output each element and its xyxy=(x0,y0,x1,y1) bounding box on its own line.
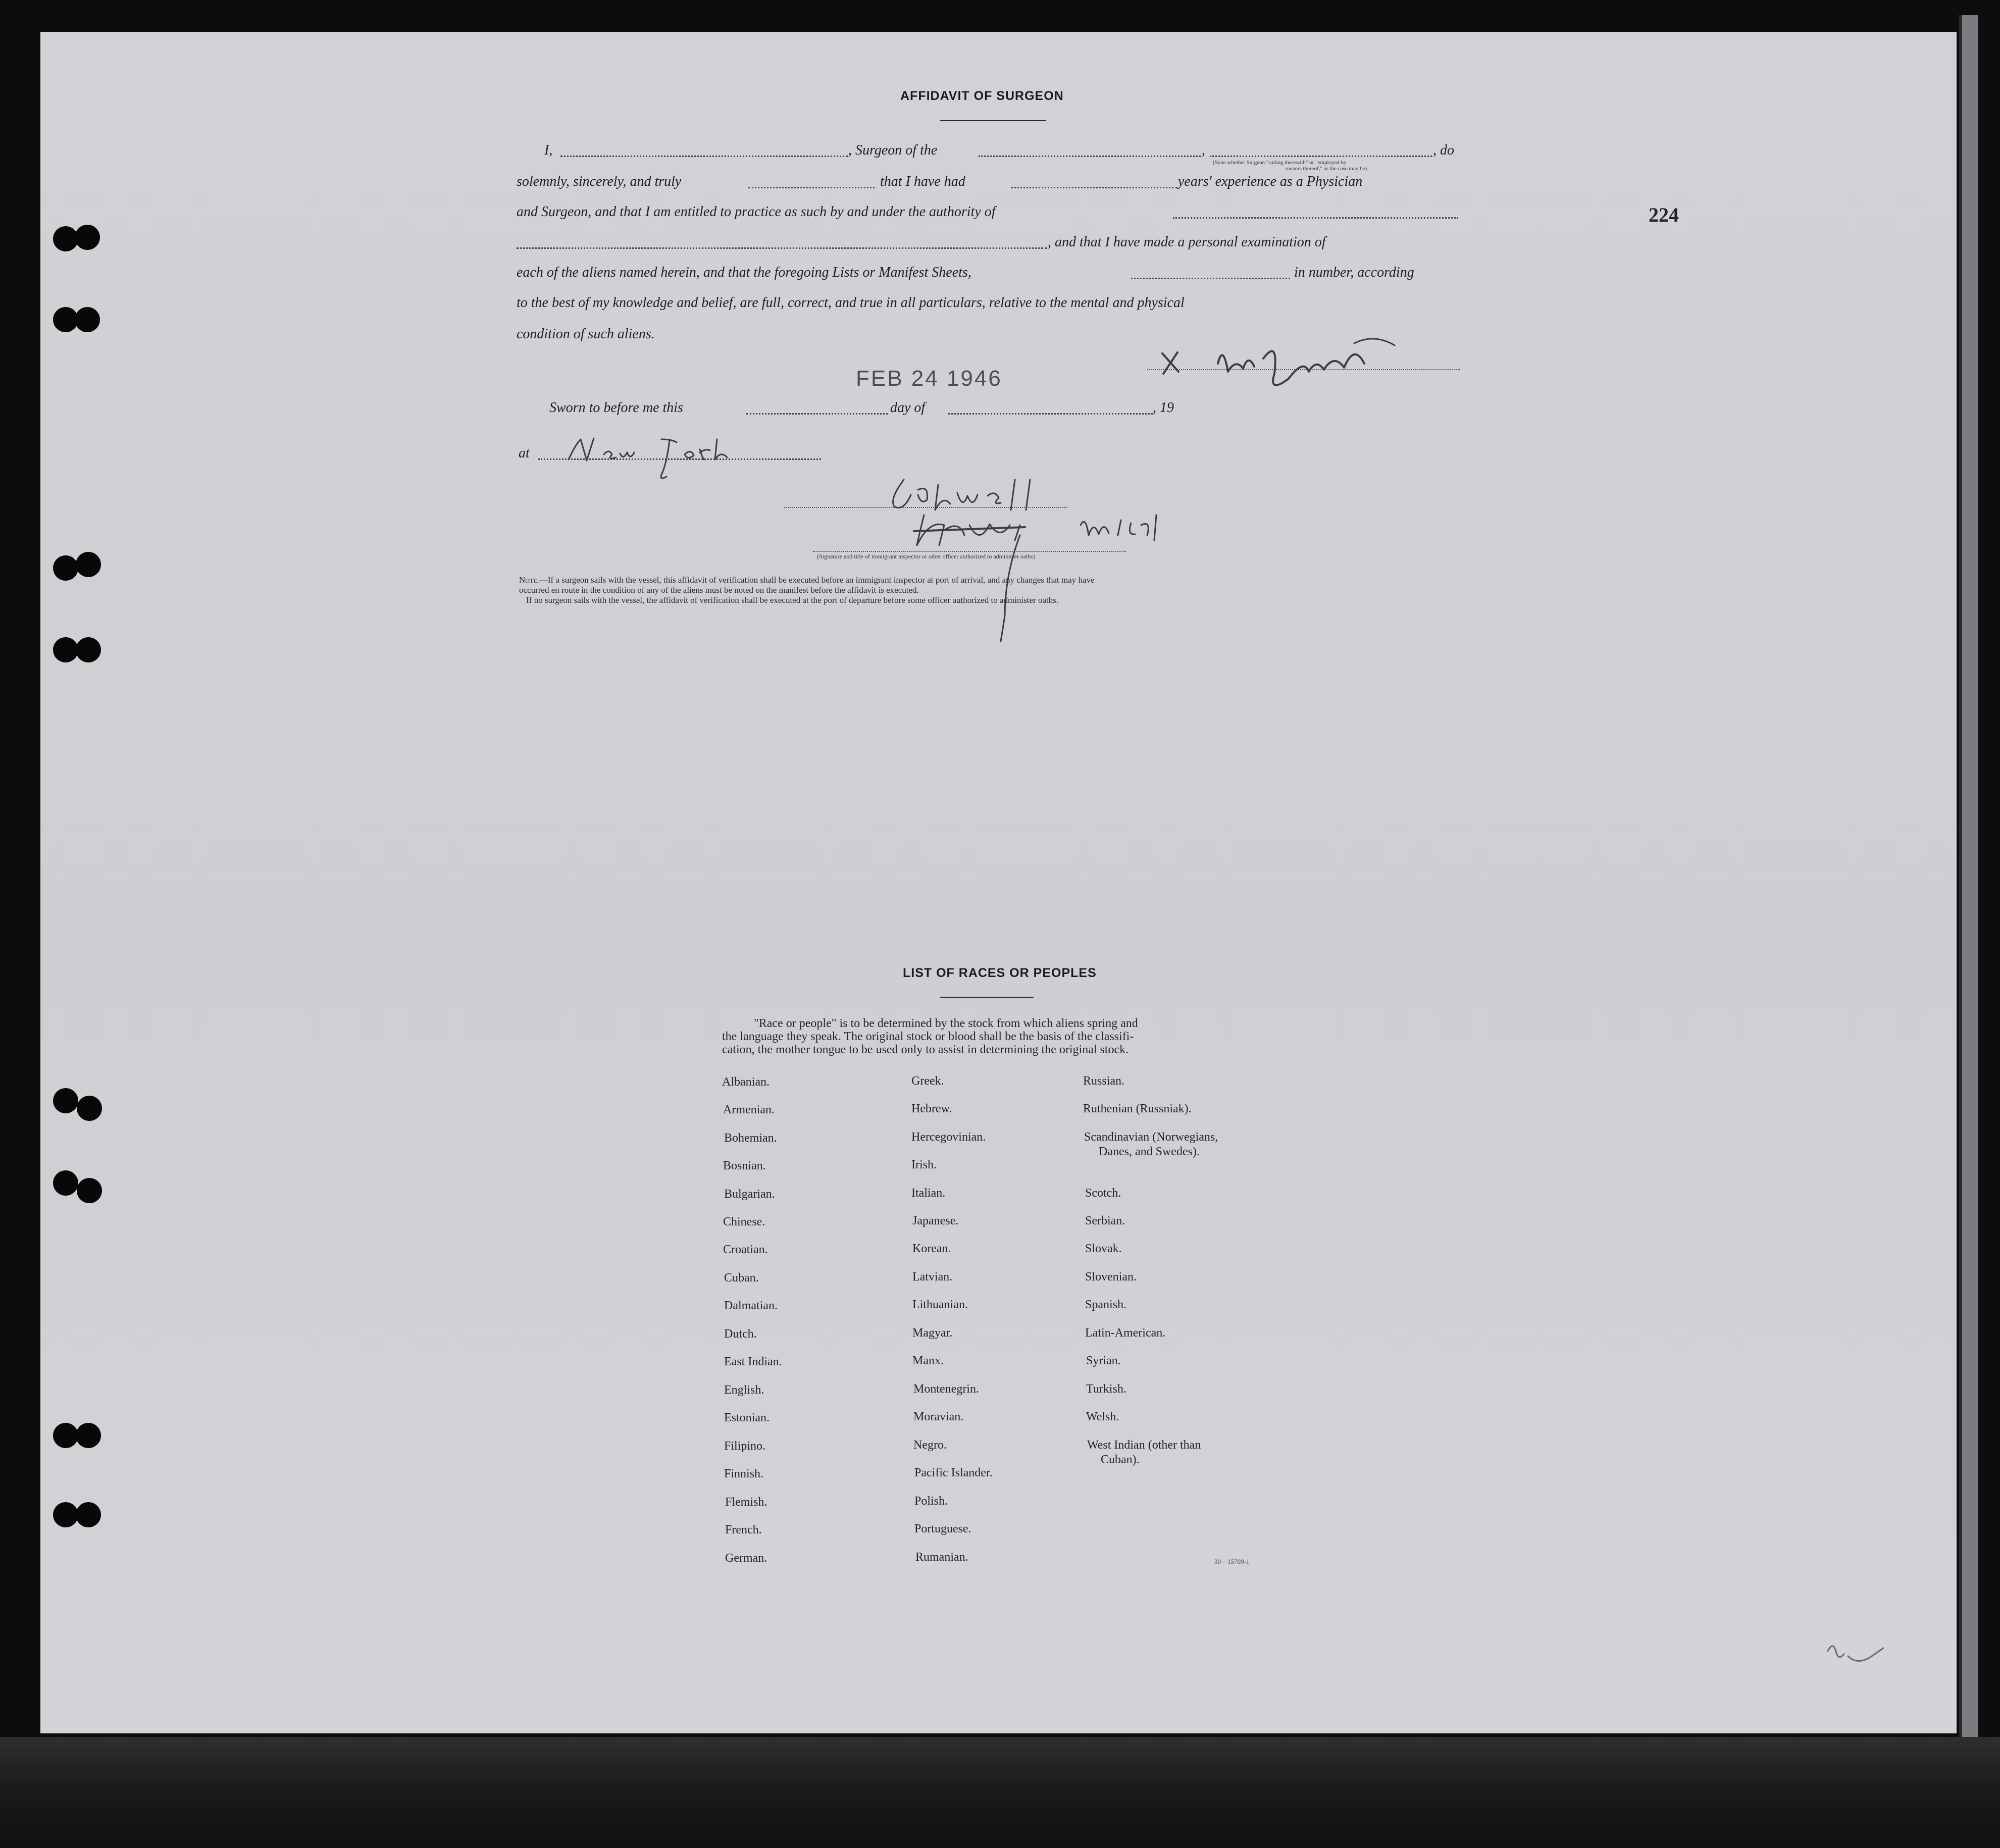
punch-hole xyxy=(76,1502,101,1527)
race-item: Spanish. xyxy=(1085,1298,1127,1311)
sworn-day-blank xyxy=(746,413,888,415)
punch-hole xyxy=(77,1096,102,1121)
title-underline xyxy=(940,120,1046,121)
races-description: cation, the mother tongue to be used only to assist in determining the original stock. xyxy=(722,1043,1129,1056)
surgeon-signature xyxy=(1142,323,1405,399)
note-label: Note. xyxy=(519,575,539,585)
race-item: Dutch. xyxy=(724,1327,757,1341)
race-item: Latin-American. xyxy=(1085,1326,1166,1340)
race-item: Bohemian. xyxy=(724,1132,777,1145)
race-item: Japanese. xyxy=(912,1214,959,1227)
punch-hole xyxy=(53,1170,78,1196)
punch-hole xyxy=(53,1088,78,1113)
race-item: Cuban. xyxy=(724,1271,759,1285)
race-item: Filipino. xyxy=(724,1440,766,1453)
vessel-blank xyxy=(979,156,1201,157)
authority-blank-continued xyxy=(517,247,1047,249)
race-item: Manx. xyxy=(912,1354,944,1367)
punch-hole xyxy=(53,1502,78,1527)
race-item: Cuban). xyxy=(1101,1453,1140,1466)
race-item: Slovak. xyxy=(1085,1242,1122,1255)
punch-hole xyxy=(77,1178,102,1203)
sworn-text: Sworn to before me this xyxy=(549,400,683,416)
race-item: English. xyxy=(724,1383,764,1397)
signature-caption: (Signature and title of immigrant inspector or other officer authorized to administer oaths) xyxy=(817,553,1036,560)
race-item: Magyar. xyxy=(912,1326,953,1340)
affidavit-text: , xyxy=(1202,142,1205,158)
race-item: Greek. xyxy=(911,1074,944,1088)
race-item: Turkish. xyxy=(1086,1382,1126,1396)
race-item: Danes, and Swedes). xyxy=(1099,1145,1200,1158)
sworn-text: , 19 xyxy=(1153,400,1174,416)
race-item: Pacific Islander. xyxy=(914,1466,993,1479)
affidavit-text: , do xyxy=(1433,142,1454,158)
race-item: Estonian. xyxy=(724,1411,770,1424)
note-line: If no surgeon sails with the vessel, the affidavit of verification shall be executed at the port of departure before some officer authorized to administer oaths. xyxy=(526,595,1059,605)
affidavit-note xyxy=(519,576,1095,585)
affidavit-text: I, xyxy=(544,142,553,158)
affidavit-text: that I have had xyxy=(880,174,965,189)
surgeon-name-blank xyxy=(560,156,848,157)
page-number: 224 xyxy=(1649,203,1679,226)
punch-hole xyxy=(75,307,100,332)
race-item: Hercegovinian. xyxy=(911,1131,986,1144)
race-item: Scotch. xyxy=(1085,1187,1121,1200)
pencil-mark xyxy=(1818,1636,1893,1676)
race-item: Polish. xyxy=(914,1495,948,1508)
races-title: LIST OF RACES OR PEOPLES xyxy=(903,966,1097,980)
affidavit-text: condition of such aliens. xyxy=(517,326,655,342)
race-item: Korean. xyxy=(912,1242,951,1255)
affidavit-text: each of the aliens named herein, and that the foregoing Lists or Manifest Sheets, xyxy=(517,265,971,280)
oath-blank xyxy=(748,187,875,188)
race-item: Rumanian. xyxy=(915,1551,968,1564)
field-caption: (State whether Surgeon "sailing therewith" or "employed by xyxy=(1213,160,1347,166)
surgeon-status-blank xyxy=(1210,156,1432,157)
scanner-border xyxy=(0,1737,2000,1848)
races-description: the language they speak. The original stock or blood shall be the basis of the classifi- xyxy=(722,1030,1134,1043)
race-item: Moravian. xyxy=(913,1410,964,1423)
race-item: Armenian. xyxy=(723,1103,775,1116)
punch-hole xyxy=(75,225,100,250)
race-item: Bosnian. xyxy=(723,1159,766,1172)
race-item: Portuguese. xyxy=(914,1522,971,1535)
race-item: Flemish. xyxy=(725,1496,767,1509)
paper-sheet xyxy=(40,32,1957,1733)
affidavit-text: solemnly, sincerely, and truly xyxy=(517,174,682,189)
race-item: French. xyxy=(725,1523,762,1536)
race-item: Albanian. xyxy=(722,1075,770,1089)
race-item: Croatian. xyxy=(723,1243,768,1256)
race-item: Lithuanian. xyxy=(912,1298,968,1311)
punch-hole xyxy=(53,1423,78,1448)
punch-hole xyxy=(53,555,78,581)
race-item: Montenegrin. xyxy=(913,1382,979,1396)
race-item: German. xyxy=(725,1552,767,1565)
sworn-month-blank xyxy=(948,413,1153,415)
race-item: East Indian. xyxy=(724,1355,782,1368)
scanner-edge xyxy=(1959,15,1978,1742)
race-item: Finnish. xyxy=(724,1467,764,1480)
sheet-count-blank xyxy=(1131,278,1290,279)
punch-hole xyxy=(76,637,101,662)
sworn-text: day of xyxy=(890,400,926,416)
race-item: Bulgarian. xyxy=(724,1188,775,1201)
race-item: Chinese. xyxy=(723,1215,765,1228)
punch-hole xyxy=(76,1423,101,1448)
handwritten-place xyxy=(560,424,752,490)
affidavit-text: to the best of my knowledge and belief, are full, correct, and true in all particulars, relative to the mental and physical xyxy=(517,295,1185,311)
date-stamp: FEB 24 1946 xyxy=(856,366,1002,391)
race-item: Hebrew. xyxy=(911,1102,952,1115)
races-title-underline xyxy=(940,997,1034,998)
affidavit-text: years' experience as a Physician xyxy=(1178,174,1363,189)
form-number: 30—15709-1 xyxy=(1214,1558,1250,1565)
race-item: West Indian (other than xyxy=(1087,1439,1201,1452)
affidavit-text: in number, according xyxy=(1294,265,1414,280)
race-item: Slovenian. xyxy=(1085,1270,1137,1284)
race-item: Scandinavian (Norwegians, xyxy=(1084,1131,1218,1144)
race-item: Russian. xyxy=(1083,1074,1125,1088)
race-item: Negro. xyxy=(913,1439,947,1452)
affidavit-text: , and that I have made a personal examination of xyxy=(1048,234,1326,250)
race-item: Ruthenian (Russniak). xyxy=(1083,1102,1192,1115)
race-item: Welsh. xyxy=(1086,1410,1119,1423)
race-item: Serbian. xyxy=(1085,1214,1125,1227)
affidavit-text: , Surgeon of the xyxy=(848,142,938,158)
punch-hole xyxy=(53,637,78,662)
note-line: occurred en route in the condition of any of the aliens must be noted on the manifest before the affidavit is executed. xyxy=(519,585,919,595)
punch-hole xyxy=(76,552,101,577)
affidavit-text: and Surgeon, and that I am entitled to practice as such by and under the authority of xyxy=(517,204,996,220)
field-caption: owners thereof," as the case may be) xyxy=(1286,166,1367,172)
authority-blank xyxy=(1173,217,1458,219)
race-item: Italian. xyxy=(911,1187,946,1200)
race-item: Dalmatian. xyxy=(724,1299,778,1312)
race-item: Irish. xyxy=(911,1158,937,1171)
races-description: "Race or people" is to be determined by the stock from which aliens spring and xyxy=(754,1017,1138,1030)
race-item: Latvian. xyxy=(912,1270,953,1284)
affidavit-title: AFFIDAVIT OF SURGEON xyxy=(900,89,1064,103)
place-label: at xyxy=(519,445,530,461)
years-blank xyxy=(1011,187,1177,188)
note-line: —If a surgeon sails with the vessel, this affidavit of verification shall be executed before an immigrant inspector at port of arrival, and any changes that may have xyxy=(539,575,1095,585)
race-item: Syrian. xyxy=(1086,1354,1121,1367)
